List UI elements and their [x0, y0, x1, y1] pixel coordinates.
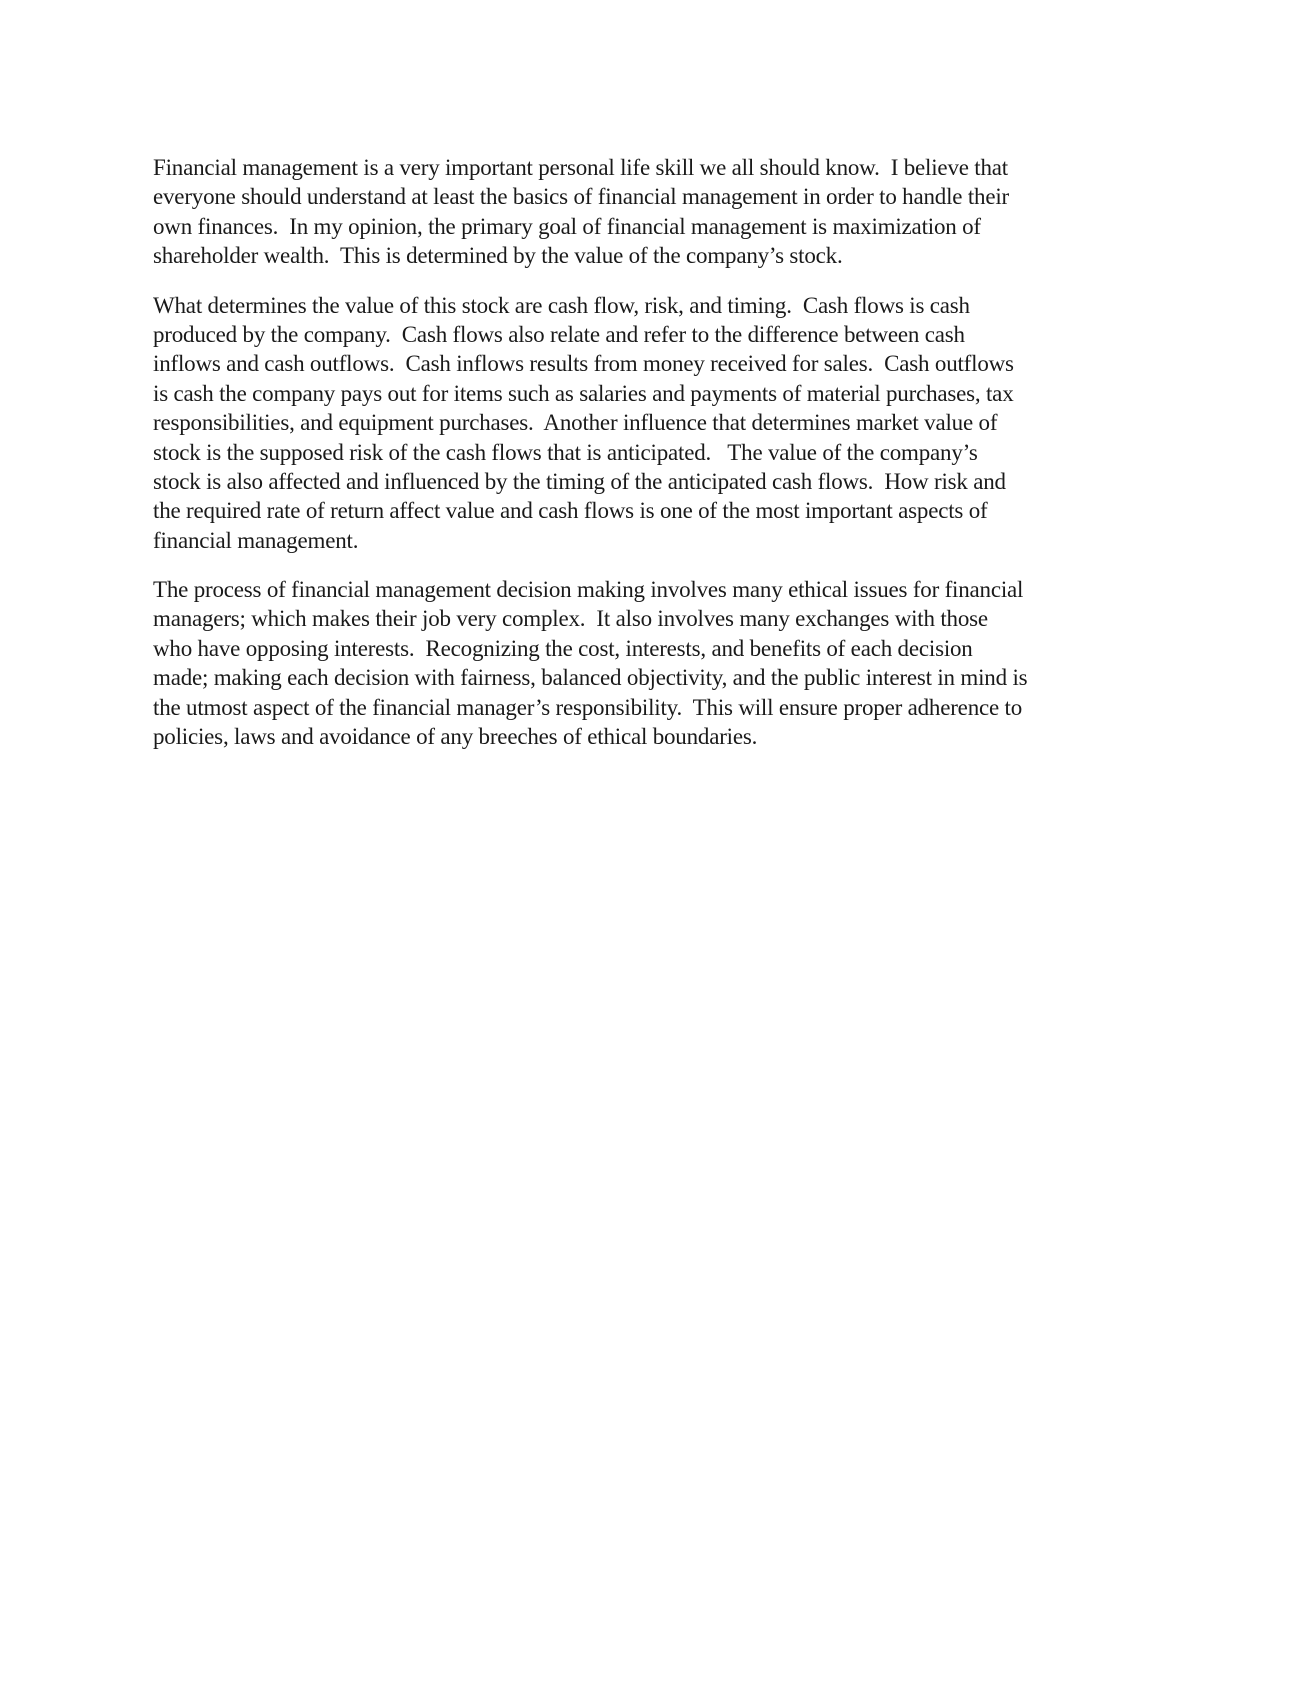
text-line: stock is the supposed risk of the cash flows that is anticipated. The value of the company’s	[153, 439, 978, 465]
text-line: policies, laws and avoidance of any breeches of ethical boundaries.	[153, 724, 758, 750]
text-line: inflows and cash outflows. Cash inflows results from money received for sales. Cash outflows	[153, 351, 1014, 377]
text-line: the utmost aspect of the financial manager’s responsibility. This will ensure proper adherence to	[153, 694, 1023, 720]
text-line: financial management.	[153, 527, 359, 553]
text-line: produced by the company. Cash flows also relate and refer to the difference between cash	[153, 321, 965, 347]
text-line: who have opposing interests. Recognizing the cost, interests, and benefits of each decision	[153, 635, 973, 661]
text-line: responsibilities, and equipment purchases. Another influence that determines market value of	[153, 410, 998, 436]
text-line: Financial management is a very important personal life skill we all should know. I believe that	[153, 155, 1008, 180]
text-line: own finances. In my opinion, the primary goal of financial management is maximization of	[153, 213, 981, 239]
paragraph-3	[153, 575, 1153, 751]
text-line: everyone should understand at least the basics of financial management in order to handle their	[153, 184, 1009, 210]
text-line: the required rate of return affect value and cash flows is one of the most important aspects of	[153, 498, 988, 524]
text-line: shareholder wealth. This is determined by the value of the company’s stock.	[153, 243, 843, 269]
text-line: The process of financial management decision making involves many ethical issues for financial	[153, 577, 1024, 603]
paragraph-1	[153, 153, 1153, 271]
paragraph-2	[153, 291, 1153, 556]
document-body	[153, 153, 1153, 771]
text-line: stock is also affected and influenced by the timing of the anticipated cash flows. How risk and	[153, 468, 1006, 494]
text-line: managers; which makes their job very complex. It also involves many exchanges with those	[153, 606, 988, 632]
text-line: is cash the company pays out for items such as salaries and payments of material purchases, tax	[153, 380, 1014, 406]
text-line: made; making each decision with fairness, balanced objectivity, and the public interest in mind is	[153, 665, 1028, 691]
text-line: What determines the value of this stock are cash flow, risk, and timing. Cash flows is cash	[153, 292, 970, 318]
